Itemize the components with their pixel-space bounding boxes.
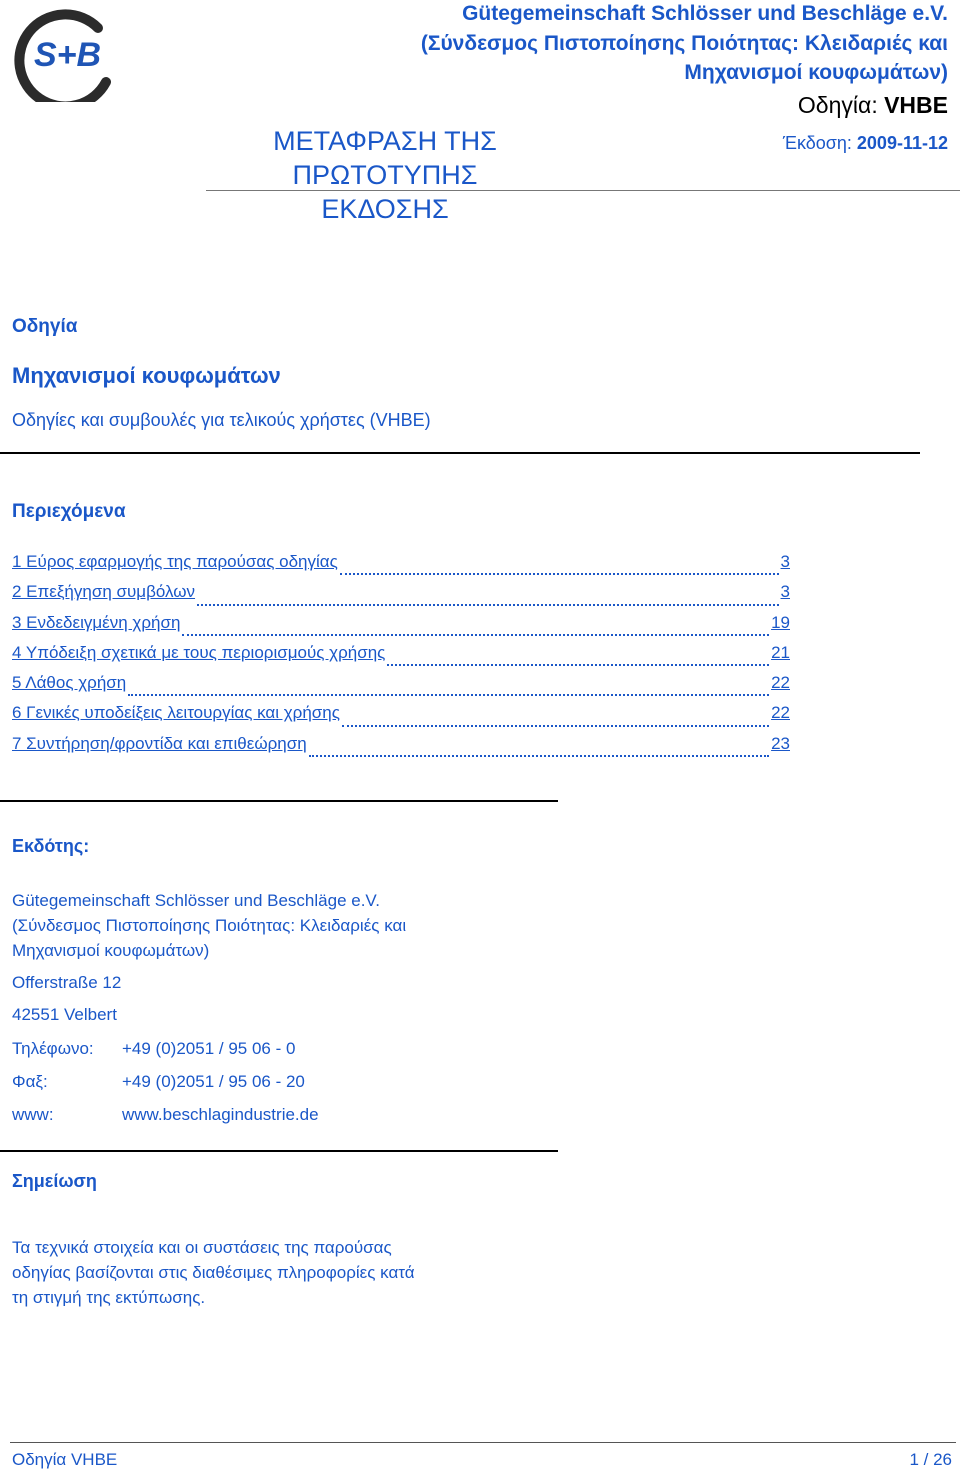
toc-heading: Περιεχόμενα	[12, 501, 126, 522]
toc-item[interactable]	[12, 552, 790, 582]
divider	[0, 800, 558, 802]
toc-leader	[182, 633, 769, 636]
note-line-1: Τα τεχνικά στοιχεία και οι συστάσεις της παρούσας	[12, 1238, 392, 1257]
edition-info	[783, 133, 948, 154]
note-line-2: οδηγίας βασίζονται στις διαθέσιμες πληροφορίες κατά	[12, 1263, 415, 1282]
footer-divider	[10, 1442, 956, 1443]
org-name-line-2: (Σύνδεσμος Πιστοποίησης Ποιότητας: Κλειδαριές και	[420, 32, 948, 55]
edition-label: Έκδοση:	[782, 133, 852, 153]
publisher-name-line-1: Gütegemeinschaft Schlösser und Beschläge e.V.	[12, 891, 380, 910]
contact-key: Φαξ:	[12, 1072, 48, 1091]
edition-value: 2009-11-12	[856, 133, 948, 153]
website-link[interactable]: www.beschlagindustrie.de	[122, 1105, 319, 1124]
divider	[0, 452, 920, 454]
note-line-3: τη στιγμή της εκτύπωσης.	[12, 1288, 206, 1307]
org-name-line-1: Gütegemeinschaft Schlösser und Beschläge e.V.	[462, 2, 948, 25]
phone-value: +49 (0)2051 / 95 06 - 0	[122, 1039, 296, 1058]
toc-item-label: 2 Επεξήγηση συμβόλων	[12, 582, 196, 602]
translation-title-line-2: ΕΚΔΟΣΗΣ	[321, 194, 449, 224]
publisher-city: 42551 Velbert	[12, 1005, 117, 1024]
toc-leader	[309, 754, 769, 757]
toc-item[interactable]	[12, 643, 790, 673]
toc-leader	[340, 572, 779, 575]
sb-logo	[10, 6, 120, 102]
document-type: Οδηγία	[12, 316, 78, 337]
directive-label: Οδηγία:	[797, 92, 878, 118]
toc-item-page: 19	[771, 612, 790, 632]
translation-title	[200, 124, 570, 226]
contact-key: www:	[12, 1105, 54, 1124]
toc-item-page: 22	[771, 673, 790, 693]
publisher-name-line-3: Μηχανισμοί κουφωμάτων)	[12, 941, 210, 960]
toc-item-page: 3	[780, 552, 790, 571]
contact-row-phone	[12, 1039, 319, 1072]
directive-code	[798, 92, 948, 119]
toc-item-page: 21	[771, 642, 790, 662]
toc-item-label: 3 Ενδεδειγμένη χρήση	[12, 612, 181, 632]
contact-key: Τηλέφωνο:	[12, 1039, 94, 1058]
translation-title-line-1: ΜΕΤΑΦΡΑΣΗ ΤΗΣ ΠΡΩΤΟΤΥΠΗΣ	[273, 126, 497, 190]
publisher-address	[12, 888, 532, 1034]
fax-value: +49 (0)2051 / 95 06 - 20	[122, 1072, 305, 1091]
publisher-heading: Εκδότης:	[12, 836, 90, 856]
toc-item-label: 5 Λάθος χρήση	[12, 673, 127, 693]
toc-item-label: 4 Υπόδειξη σχετικά με τους περιορισμούς χρήσης	[12, 642, 386, 662]
toc-item-label: 6 Γενικές υποδείξεις λειτουργίας και χρήσης	[12, 703, 340, 723]
directive-value: VHBE	[884, 92, 948, 118]
toc-item-label: 1 Εύρος εφαρμογής της παρούσας οδηγίας	[12, 552, 338, 571]
divider	[0, 1150, 558, 1152]
toc-item-page: 23	[771, 733, 790, 753]
org-name-line-3: Μηχανισμοί κουφωμάτων)	[684, 61, 948, 84]
footer-document-name: Οδηγία VHBE	[12, 1450, 118, 1469]
toc-item-page: 22	[771, 703, 790, 723]
toc-leader	[387, 663, 769, 666]
toc-leader	[128, 693, 769, 696]
header-divider	[206, 190, 960, 191]
document-subtitle: Οδηγίες και συμβουλές για τελικούς χρήστες (VHBE)	[12, 410, 431, 430]
note-heading: Σημείωση	[12, 1171, 97, 1191]
toc-item[interactable]	[12, 613, 790, 643]
toc-item[interactable]	[12, 703, 790, 733]
contact-row-fax	[12, 1072, 319, 1105]
toc-item-label: 7 Συντήρηση/φροντίδα και επιθεώρηση	[12, 733, 307, 753]
toc-leader	[342, 724, 769, 727]
toc-item[interactable]	[12, 582, 790, 612]
note-text	[12, 1235, 492, 1310]
toc-leader	[197, 603, 779, 606]
publisher-name-line-2: (Σύνδεσμος Πιστοποίησης Ποιότητας: Κλειδαριές και	[12, 916, 407, 935]
contact-list	[12, 1039, 319, 1138]
contact-row-www	[12, 1105, 319, 1138]
logo-text: S+B	[34, 36, 102, 74]
toc-item[interactable]	[12, 734, 790, 764]
toc-item-page: 3	[780, 582, 790, 602]
publisher-street: Offerstraße 12	[12, 973, 122, 992]
toc-item[interactable]	[12, 673, 790, 703]
document-title: Μηχανισμοί κουφωμάτων	[12, 363, 281, 388]
footer-page-number: 1 / 26	[909, 1450, 952, 1469]
table-of-contents	[12, 552, 790, 764]
